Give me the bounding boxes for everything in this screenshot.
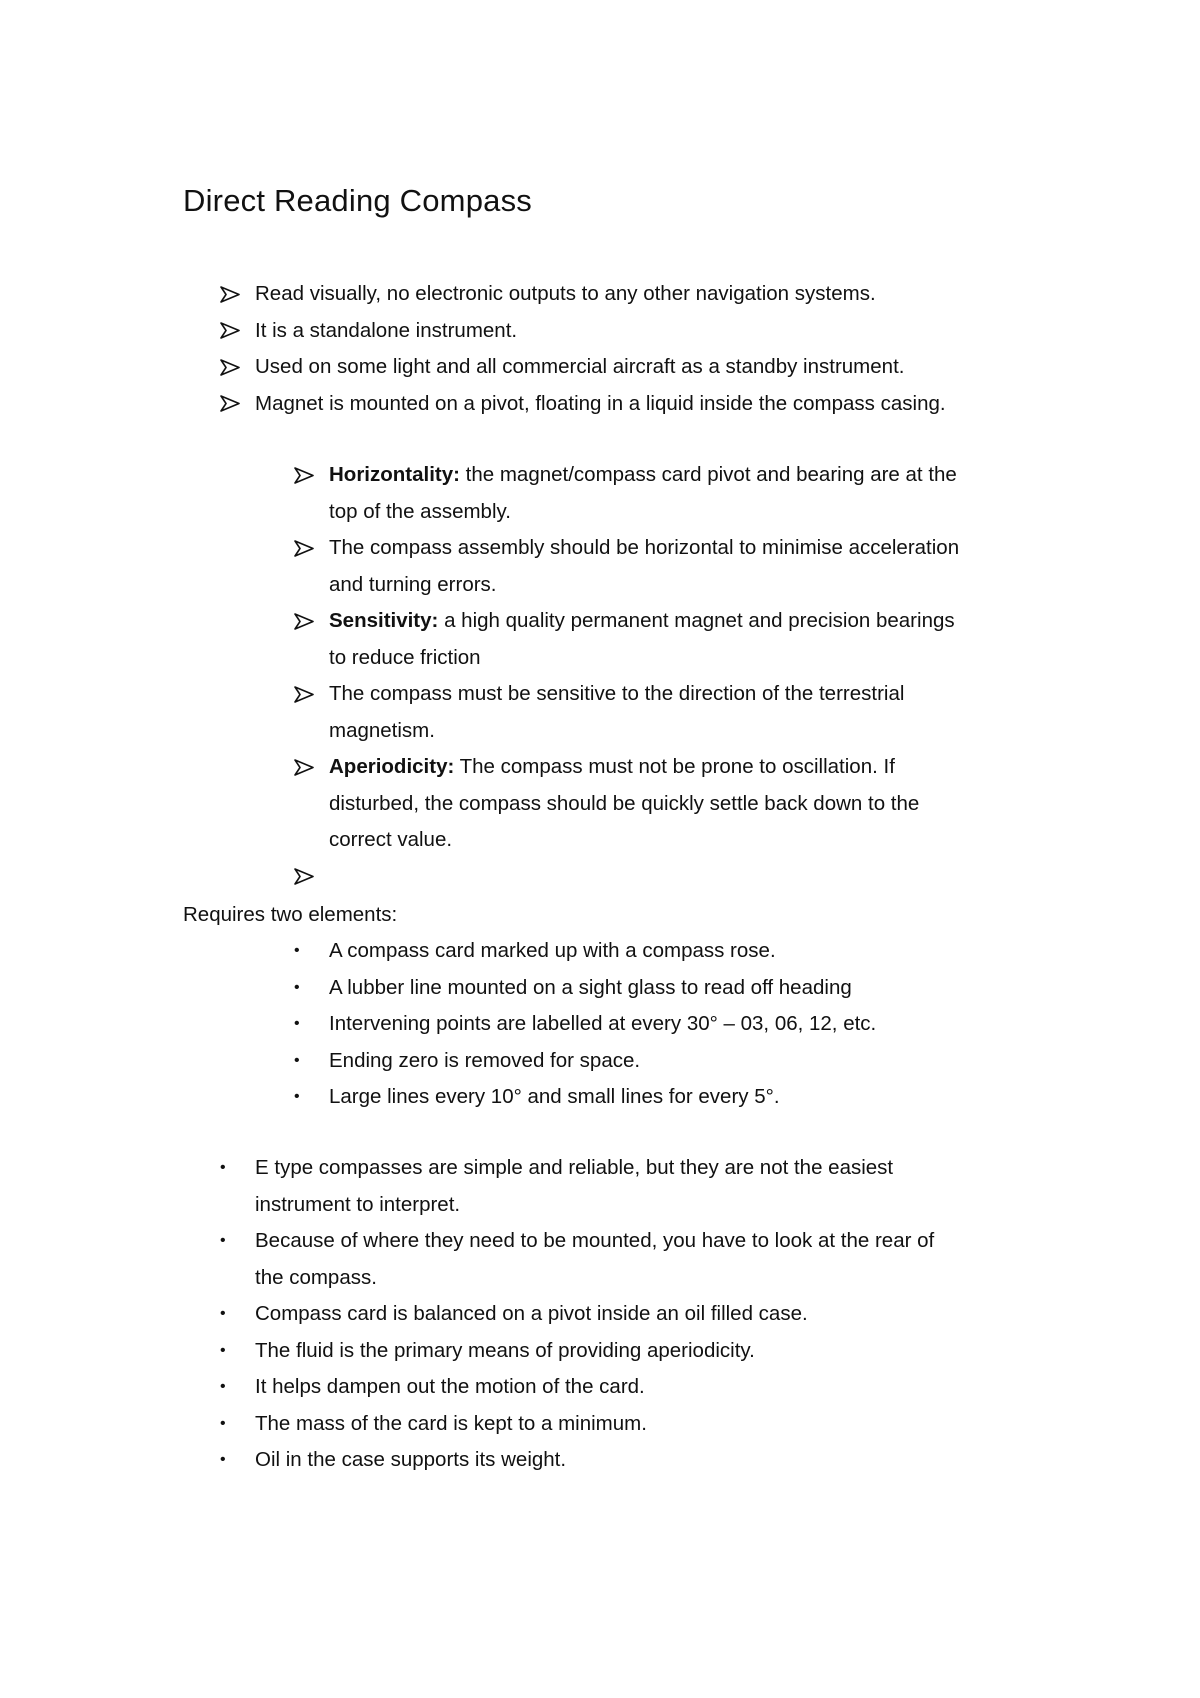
list-item-text: Because of where they need to be mounted, you have to look at the rear of	[255, 1229, 935, 1252]
arrow-head-icon	[220, 349, 242, 386]
list-item-text: The compass must be sensitive to the direction of the terrestrial	[329, 682, 905, 705]
list-item	[294, 933, 1119, 970]
bullet-dot: •	[220, 1451, 226, 1468]
arrow-head-icon	[294, 676, 316, 713]
list-item	[294, 1006, 1119, 1043]
list-item-text: The mass of the card is kept to a minimum.	[255, 1411, 647, 1435]
list-item-text: correct value.	[329, 828, 453, 851]
bullet-dot: •	[220, 1232, 226, 1249]
list-item-text: The compass assembly should be horizontal to minimise acceleration	[329, 536, 960, 559]
bullet-dot: •	[220, 1159, 226, 1176]
arrow-head-icon	[220, 276, 242, 313]
list-item-text: Ending zero is removed for space.	[329, 1048, 641, 1072]
list-item	[329, 676, 1119, 749]
bullet-dot: •	[220, 1341, 226, 1359]
arrow-head-icon	[220, 313, 242, 350]
list-item	[220, 1223, 1115, 1296]
list-item-text: Magnet is mounted on a pivot, floating in a liquid inside the compass casing.	[255, 391, 946, 415]
list-item	[220, 1406, 1115, 1443]
requirements-list	[329, 457, 1119, 895]
bullet-dot: •	[294, 1051, 300, 1069]
arrow-head-icon	[294, 603, 316, 640]
list-item-empty	[329, 859, 1119, 896]
list-item-text: magnetism.	[329, 718, 435, 742]
list-item	[220, 1150, 1115, 1223]
list-item-text: E type compasses are simple and reliable, but they are not the easiest	[255, 1156, 894, 1179]
list-item-text: top of the assembly.	[329, 499, 511, 523]
list-item	[329, 530, 1119, 603]
list-item	[220, 1296, 1115, 1333]
list-item-text: The fluid is the primary means of providing aperiodicity.	[255, 1338, 755, 1362]
list-item	[294, 970, 1119, 1007]
term-aperiodicity: Aperiodicity:	[329, 755, 455, 778]
arrow-head-icon	[294, 749, 316, 786]
requires-heading: Requires two elements:	[183, 903, 398, 926]
list-item-text: the magnet/compass card pivot and bearing are at the	[459, 463, 957, 486]
list-item-text: Compass card is balanced on a pivot inside an oil filled case.	[255, 1302, 808, 1325]
term-sensitivity: Sensitivity:	[329, 609, 439, 632]
page-title: Direct Reading Compass	[183, 183, 532, 218]
e-type-list	[220, 1150, 1115, 1479]
elements-list	[294, 933, 1119, 1116]
list-item-text: Used on some light and all commercial aircraft as a standby instrument.	[255, 355, 905, 378]
list-item-horizontality	[329, 457, 1119, 530]
list-item-text: Read visually, no electronic outputs to any other navigation systems.	[255, 282, 876, 305]
list-item-text: It is a standalone instrument.	[255, 318, 518, 342]
list-item-text: A lubber line mounted on a sight glass to read off heading	[329, 975, 852, 999]
list-item-text: to reduce friction	[329, 645, 481, 669]
list-item	[220, 1442, 1115, 1479]
arrow-head-icon	[294, 859, 316, 896]
list-item	[255, 276, 1115, 313]
list-item	[255, 349, 1115, 386]
list-item-text: instrument to interpret.	[255, 1192, 461, 1216]
arrow-head-icon	[220, 386, 242, 423]
list-item	[220, 1333, 1115, 1370]
arrow-head-icon	[294, 457, 316, 494]
list-item-text: disturbed, the compass should be quickly settle back down to the	[329, 791, 920, 815]
list-item-text: Oil in the case supports its weight.	[255, 1448, 567, 1471]
list-item-text: It helps dampen out the motion of the card.	[255, 1375, 645, 1398]
arrow-head-icon	[294, 530, 316, 567]
list-item-text: a high quality permanent magnet and precision bearings	[438, 609, 955, 632]
list-item-aperiodicity	[329, 749, 1119, 859]
list-item-text: A compass card marked up with a compass rose.	[329, 939, 776, 962]
list-item	[255, 386, 1115, 423]
bullet-dot: •	[220, 1378, 226, 1395]
list-item-sensitivity	[329, 603, 1119, 676]
bullet-dot: •	[294, 1015, 300, 1032]
bullet-dot: •	[220, 1414, 226, 1432]
bullet-dot: •	[220, 1305, 226, 1322]
bullet-dot: •	[294, 978, 300, 996]
intro-list	[255, 276, 1115, 422]
list-item-text: The compass must not be prone to oscillation. If	[454, 755, 895, 778]
list-item-text: and turning errors.	[329, 572, 497, 596]
list-item	[294, 1043, 1119, 1080]
list-item	[255, 313, 1115, 350]
list-item-text: Intervening points are labelled at every 30° – 03, 06, 12, etc.	[329, 1012, 877, 1035]
term-horizontality: Horizontality:	[329, 463, 460, 486]
list-item	[294, 1079, 1119, 1116]
bullet-dot: •	[294, 1088, 300, 1105]
list-item-text: the compass.	[255, 1265, 377, 1289]
bullet-dot: •	[294, 942, 300, 959]
list-item	[220, 1369, 1115, 1406]
list-item-text: Large lines every 10° and small lines for every 5°.	[329, 1085, 780, 1108]
